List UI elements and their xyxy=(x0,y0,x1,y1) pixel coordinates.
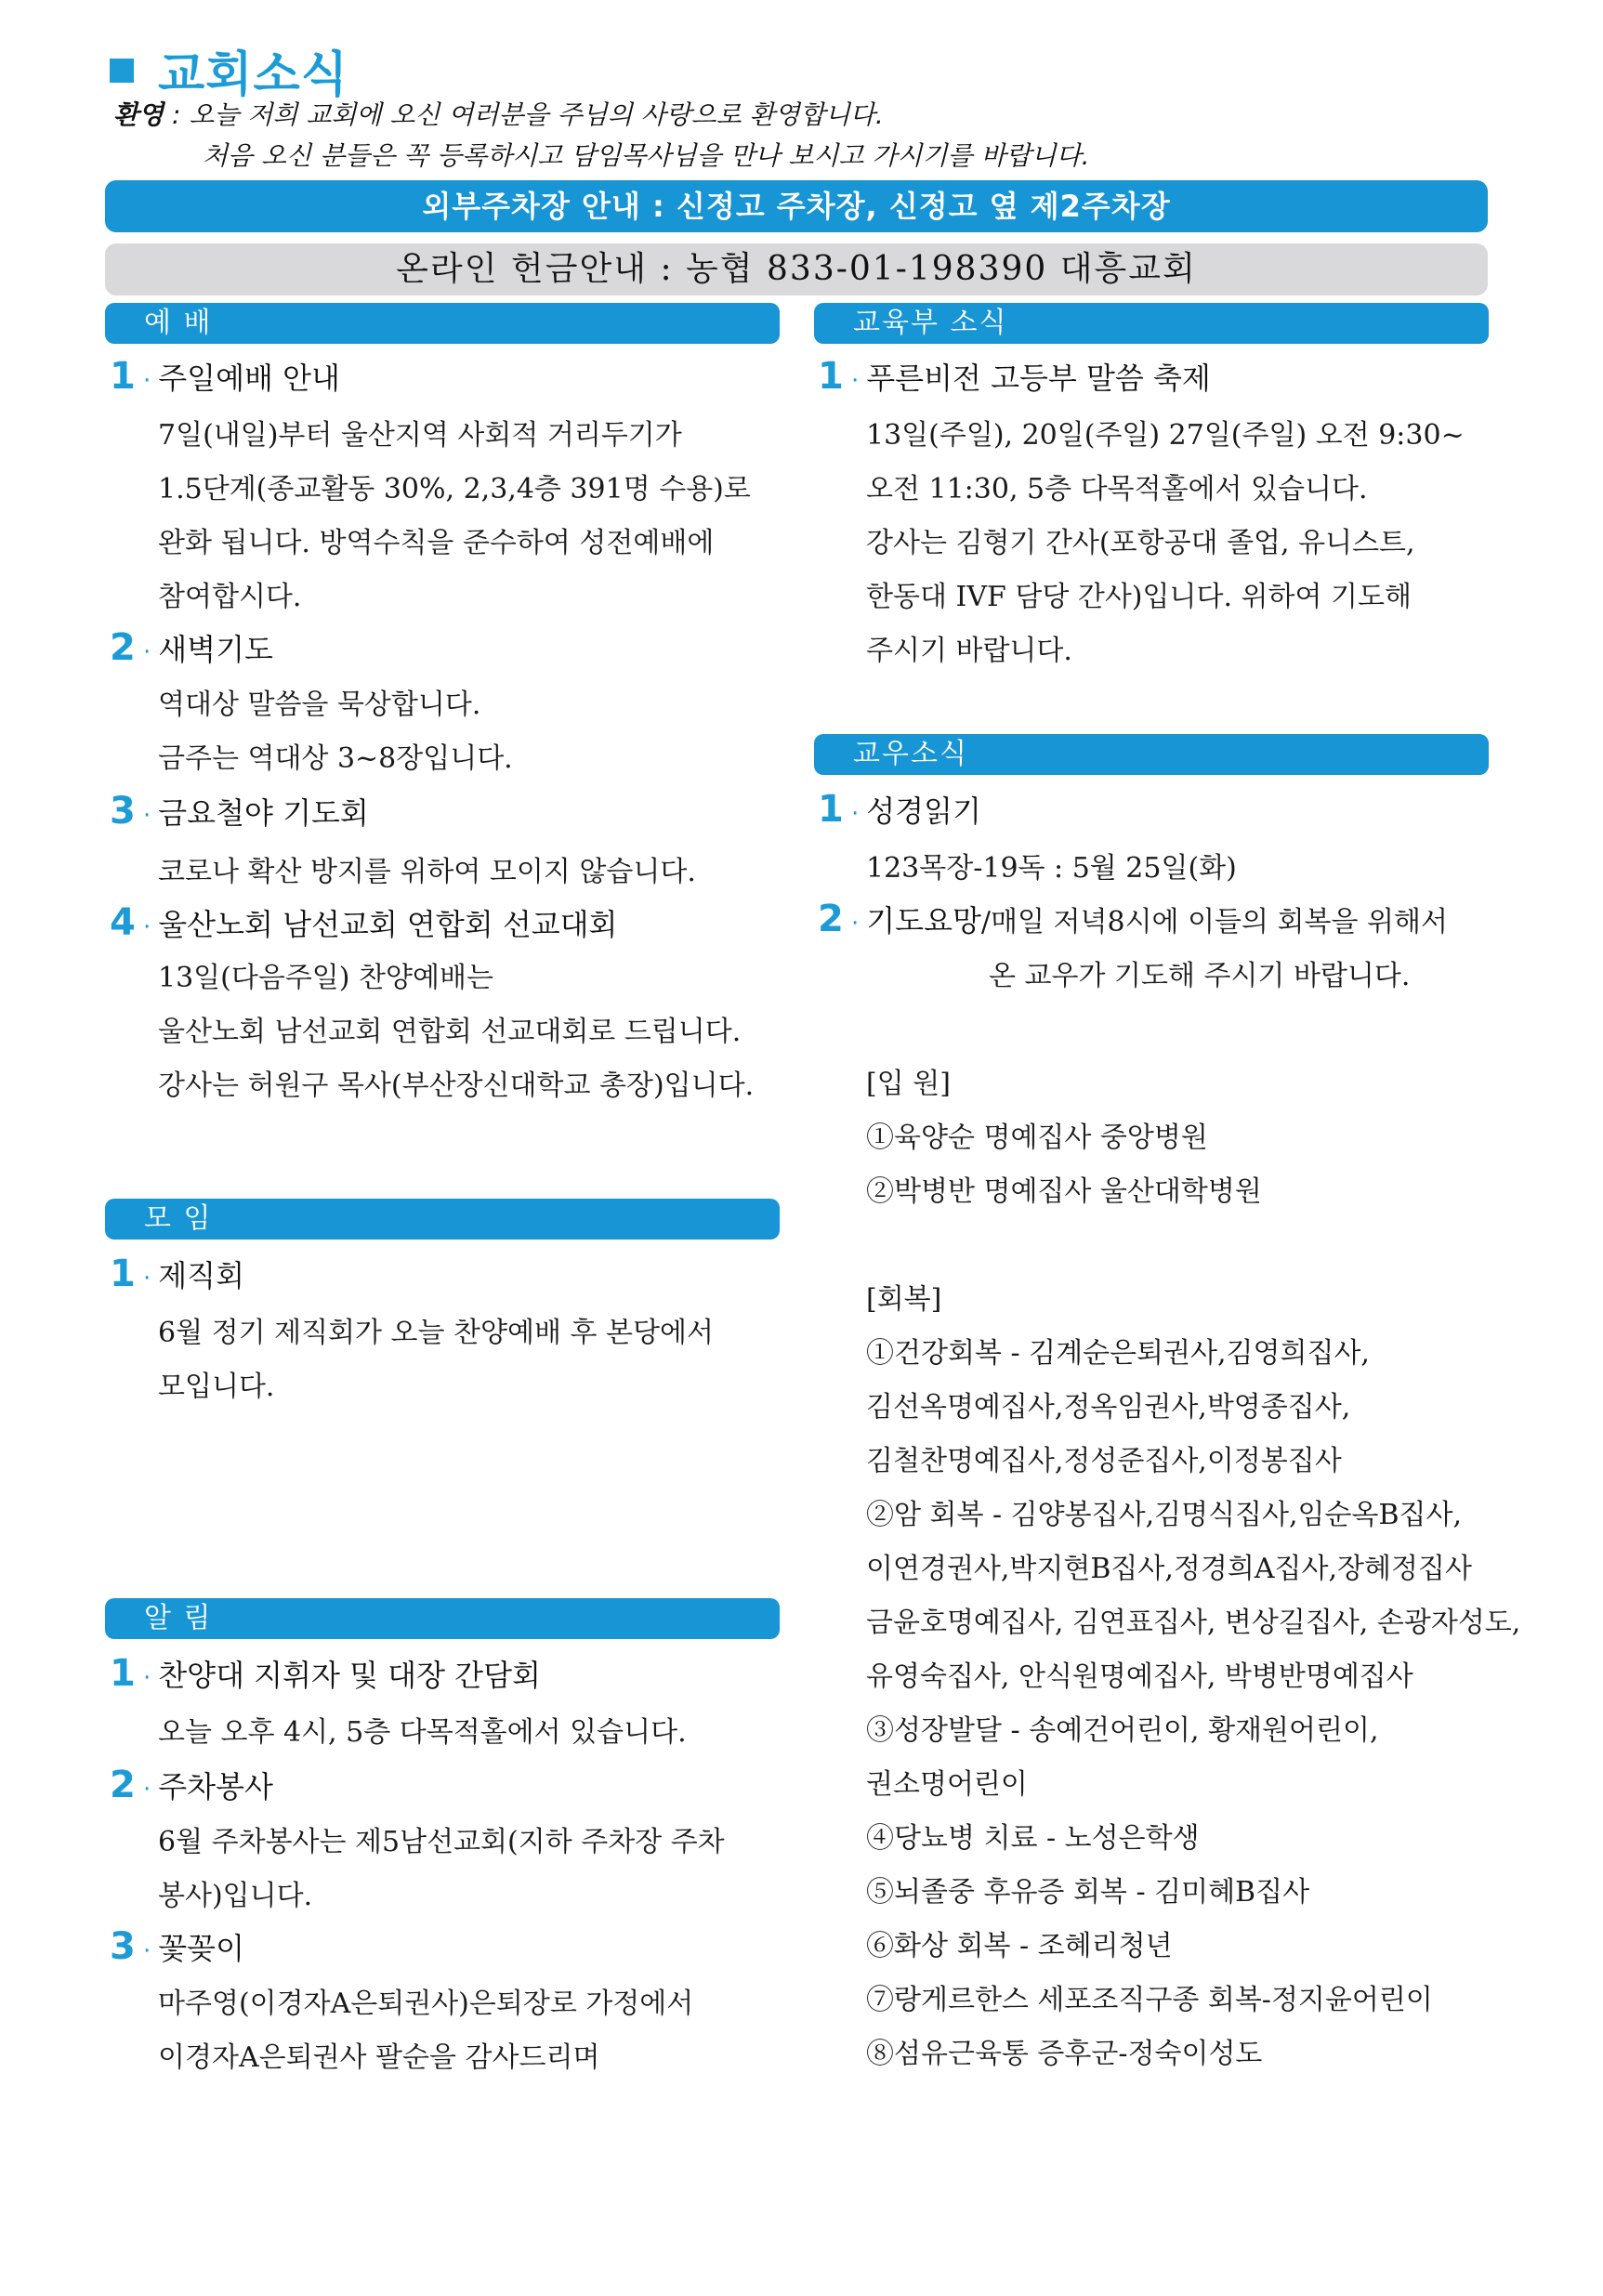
section-meeting-header: 모 임 xyxy=(105,1199,780,1240)
education-item-1-head: 1 · 푸른비전 고등부 말씀 축제 xyxy=(818,355,1211,398)
notice-item-1-body: 오늘 오후 4시, 5층 다목적홀에서 있습니다. xyxy=(158,1716,687,1749)
section-notice-header: 알 림 xyxy=(105,1598,780,1639)
worship-item-4-head: 4 · 울산노회 남선교회 연합회 선교대회 xyxy=(110,901,618,944)
notice-item-2-body: 6월 주차봉사는 제5남선교회(지하 주차장 주차 봉사)입니다. xyxy=(158,1826,725,1912)
parking-banner: 외부주차장 안내 : 신정고 주차장, 신정고 옆 제2주차장 xyxy=(105,180,1488,232)
notice-item-3-head: 3 · 꽃꽂이 xyxy=(110,1925,245,1968)
worship-item-2-head: 2 · 새벽기도 xyxy=(110,626,273,669)
welcome-line-1: : 오늘 저희 교회에 오신 여러분을 주님의 사랑으로 환영합니다. xyxy=(164,99,884,130)
worship-item-2-body: 역대상 말씀을 묵상합니다. 금주는 역대상 3~8장입니다. xyxy=(158,689,513,775)
offering-banner: 온라인 헌금안내 : 농협 833-01-198390 대흥교회 xyxy=(105,243,1488,295)
worship-item-1-body: 7일(내일)부터 울산지역 사회적 거리두기가 1.5단계(종교활동 30%, 2,3,4층 391명 수용)로 완화 됩니다. 방역수칙을 준수하여 성전예배에 참여합시다. xyxy=(158,419,751,613)
member-item-2-head: 2 · 기도요망/매일 저녁8시에 이들의 회복을 위해서 xyxy=(818,898,1448,940)
notice-item-1-head: 1 · 찬양대 지휘자 및 대장 간담회 xyxy=(110,1652,541,1695)
recovery-list: [회복] ①건강회복 - 김계순은퇴권사,김영희집사, 김선옥명예집사,정옥임권사,박영종집사, 김철찬명예집사,정성준집사,이정봉집사 ②암 회복 - 김양봉집사,김명식집사,임순옥B집사, 이연경권사,박지현B집사,정경희A집사,장혜정집사 금윤호명예집사, 김연표집사, 변상길집사, 손광자성도, 유영숙집사, 안식원명예집사, 박병반명예집사 ③성장발달 - 송예건어린이, 황재원어린이, 권소명어린이 ④당뇨병 치료 - 노성은학생 ⑤뇌졸중 후유증 회복 - 김미혜B집사 ⑥화상 회복 - 조혜리청년 ⑦랑게르한스 세포조직구종 회복-정지윤어린이 ⑧섬유근육통 증후군-정숙이성도 xyxy=(866,1273,1520,2081)
hospital-list: [입 원] ①육양순 명예집사 중앙병원 ②박병반 명예집사 울산대학병원 xyxy=(866,1057,1262,1219)
member-item-1-body: 123목장-19독 : 5월 25일(화) xyxy=(866,852,1237,885)
page-title-text: 교회소식 xyxy=(158,47,348,103)
worship-item-1-head: 1 · 주일예배 안내 xyxy=(110,355,340,398)
worship-item-3-body: 코로나 확산 방지를 위하여 모이지 않습니다. xyxy=(158,856,696,888)
meeting-item-1-head: 1 · 제직회 xyxy=(110,1253,245,1295)
section-education-header: 교육부 소식 xyxy=(814,303,1489,344)
hospital-title: [입 원] xyxy=(866,1068,951,1100)
section-worship-header: 예 배 xyxy=(105,303,780,344)
member-item-2-line-2: 온 교우가 기도해 주시기 바랍니다. xyxy=(989,960,1411,992)
meeting-item-1-body: 6월 정기 제직회가 오늘 찬양예배 후 본당에서 모입니다. xyxy=(158,1317,714,1403)
welcome-label: 환영 xyxy=(113,99,164,130)
worship-item-4-body: 13일(다음주일) 찬양예배는 울산노회 남선교회 연합회 선교대회로 드립니다. 강사는 허원구 목사(부산장신대학교 총장)입니다. xyxy=(158,962,755,1102)
welcome-message xyxy=(113,95,1090,177)
recovery-title: [회복] xyxy=(866,1283,942,1316)
notice-item-2-head: 2 · 주차봉사 xyxy=(110,1764,273,1806)
education-item-1-body: 13일(주일), 20일(주일) 27일(주일) 오전 9:30~ 오전 11:30, 5층 다목적홀에서 있습니다. 강사는 김형기 간사(포항공대 졸업, 유니스트, 한동대 IVF 담당 간사)입니다. 위하여 기도해 주시기 바랍니다. xyxy=(866,419,1465,667)
square-bullet-icon xyxy=(110,59,134,83)
member-item-1-head: 1 · 성경읽기 xyxy=(818,788,981,831)
notice-item-3-body: 마주영(이경자A은퇴권사)은퇴장로 가정에서 이경자A은퇴권사 팔순을 감사드리며 xyxy=(158,1988,694,2074)
worship-item-3-head: 3 · 금요철야 기도회 xyxy=(110,790,369,833)
section-member-news-header: 교우소식 xyxy=(814,734,1489,775)
welcome-line-2: 처음 오신 분들은 꼭 등록하시고 담임목사님을 만나 보시고 가시기를 바랍니다. xyxy=(203,140,1090,171)
